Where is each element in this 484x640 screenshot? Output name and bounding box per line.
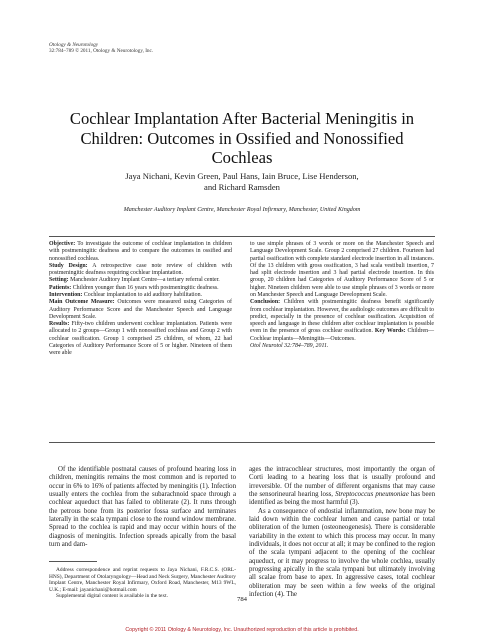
abstract-conclusion (250, 299, 434, 343)
conclusion-label: Conclusion: (250, 299, 281, 306)
abstract-patients (49, 285, 232, 292)
results-text-part-2: to use simple phrases of 3 words or more on the Manchester Speech and Language Development Scale. Group 2 comprised 27 children. Fourteen had partial ossification with complete standard electrode insertion in all instances. Of the 13 children with gross ossification, 3 had scala vestibuli insertion, 7 had split electrode insertion and 3 had partial electrode insertion. In this group, 20 children had Categories of Auditory Performance Score of 5 or higher. Nineteen children were able to use simple phrases of 3 words or more on Manchester Speech and Language Development Scale. (250, 241, 434, 298)
article-title: Cochlear Implantation After Bacterial Meningitis in Children: Outcomes in Ossified and Nonossified Cochleas (69, 109, 415, 168)
page-number: 784 (236, 596, 248, 603)
body-paragraph-1-part-1: Of the identifiable postnatal causes of profound hearing loss in children, meningitis remains the most common and is reported to occur in 6% to 16% of patients affected by meningitis (1). Infection usually enters the cochlea from the subarachnoid space through a cochlear aqueduct that has failed to obliterate (2). It runs through the petrous bone from its posterior fossa surface and terminates laterally in the scala tympani close to the round window membrane. Spread to the cochlea is rapid and may occur within hours of the diagnosis of meningitis. Infection spreads apically from the basal turn and dam- (49, 466, 236, 549)
measure-label: Main Outcome Measure: (49, 299, 115, 306)
copyright-notice: Copyright © 2011 Otology & Neurotology, Inc. Unauthorized reproduction of this article is prohibited. (125, 627, 359, 633)
intervention-label: Intervention: (49, 291, 83, 298)
organism-name: Streptococcus pneumoniae (335, 491, 409, 499)
setting-label: Setting: (49, 277, 69, 284)
abstract-citation (250, 343, 434, 350)
footnote-supplemental: Supplemental digital content is available in the text. (56, 593, 168, 600)
design-label: Study Design: (49, 262, 88, 269)
conclusion-text: Children with postmeningitic deafness benefit significantly from cochlear implantation. However, the audiologic outcomes are difficult to predict, especially in the presence of cochlear ossification. Acquisition of speech and language in these children after cochlear implantation is possible even in the presence of gross cochlear ossification. (250, 299, 435, 335)
objective-text: To investigate the outcome of cochlear implantation in children with postmeningitic deafness and to compare the outcomes in ossified and nonossified cochleas. (49, 241, 232, 262)
keywords-text: Children—Cochlear implants—Meningitis—Outcomes. (250, 328, 434, 342)
body-column-right (249, 466, 435, 600)
journal-header (49, 42, 299, 55)
journal-name: Otology & Neurotology (49, 42, 99, 48)
footnote-rule (49, 561, 97, 562)
abstract-column-left (49, 241, 232, 358)
body-paragraph-1 (49, 466, 236, 549)
abstract-column-right (250, 241, 434, 350)
body-column-left (49, 466, 236, 549)
footnote-correspondence: Address correspondence and reprint requests to Jaya Nichani, F.R.C.S. (ORL-HNS), Department of Otolaryngology—Head and Neck Surgery, Manchester Auditory Implant Centre, Manchester Royal Infirmary, Oxford Road, Manchester, M13 9WL, U.K.; E-mail: jayanichani@hotmail.com (49, 567, 236, 593)
body-paragraph-2: As a consequence of endostial inflammation, new bone may be laid down within the cochlear lumen and cause partial or total obliteration of the lumen (osteoneogenesis). There is considerable variability in the extent to which this process may occur. In many individuals, it does not occur at all; it may be confined to the region of the scala tympani adjacent to the opening of the cochlear aqueduct, or it may progress to involve the whole cochlea, usually progressing apically in the scala tympani but ultimately involving all scalae from base to apex. In aggressive cases, total cochlear obliteration may be seen within a few weeks of the original infection (4). The (249, 507, 435, 599)
abstract-objective (49, 241, 232, 263)
measure-text: Outcomes were measured using Categories of Auditory Performance Score and the Manchester Speech and Language Development Scale. (49, 299, 232, 320)
keywords-label: Key Words: (374, 328, 406, 335)
abstract-results (49, 321, 232, 357)
patients-text: Children younger than 16 years with postmeningitic deafness. (72, 284, 219, 291)
results-text-part-1: Fifty-two children underwent cochlear implantation. Patients were allocated to 2 groups—Group 1 with nonossified cochleas and Group 2 with cochlear ossification. Group 1 comprised 25 children, of whom, 22 had Categories of Auditory Performance Score of 5 or higher. Nineteen of them were able (49, 321, 232, 357)
body-paragraph-1-continued (249, 466, 435, 508)
patients-label: Patients: (49, 284, 72, 291)
abstract-top-rule (49, 236, 435, 237)
abstract-setting (49, 277, 232, 284)
abstract-bottom-rule (49, 442, 435, 443)
body-paragraph-1-part-2: ages the intracochlear structures, most importantly the organ of Corti leading to a hearing loss that is usually profound and irreversible. Of the number of different organisms that may cause the sensorineural hearing loss, (249, 466, 435, 499)
setting-text: Manchester Auditory Implant Centre—a tertiary referral center. (70, 277, 220, 284)
results-label: Results: (49, 321, 70, 328)
abstract-results-continued (250, 241, 434, 299)
abstract-measure (49, 299, 232, 321)
intervention-text: Cochlear implantation to aid auditory habilitation. (83, 291, 202, 298)
objective-label: Objective: (49, 241, 76, 247)
body-paragraph-1-tail: has been identified as being the most harmful (3). (249, 491, 435, 507)
authors-line-1: Jaya Nichani, Kevin Green, Paul Hans, Iain Bruce, Lise Henderson, (125, 171, 359, 181)
journal-citation: 32:784–789 © 2011, Otology & Neurotology, Inc. (49, 48, 154, 55)
abstract-citation-text: Otol Neurotol 32:784–789, 2011. (250, 342, 329, 349)
design-text: A retrospective case note review of children with postmeningitic deafness requiring cochlear implantation. (49, 262, 232, 277)
authors-line-2: and Richard Ramsden (204, 182, 280, 193)
affiliation: Manchester Auditory Implant Centre, Manchester Royal Infirmary, Manchester, United Kingdom (123, 207, 361, 213)
author-list (60, 171, 424, 194)
abstract-design (49, 263, 232, 278)
